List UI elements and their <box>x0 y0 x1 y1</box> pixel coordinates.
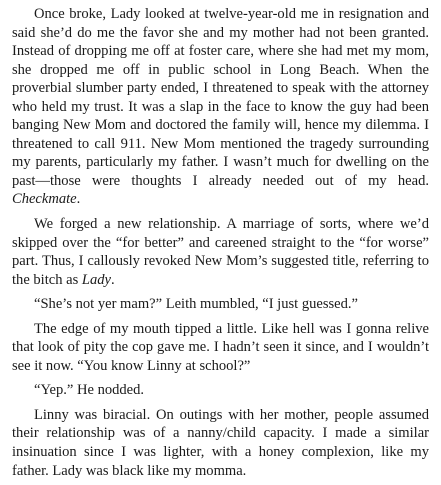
paragraph-4 <box>12 320 429 376</box>
book-page <box>12 5 429 485</box>
paragraph-1-end: . <box>76 191 81 208</box>
paragraph-2 <box>12 215 429 289</box>
paragraph-5-text: “Yep.” He nodded. <box>34 382 145 399</box>
paragraph-1 <box>12 5 429 209</box>
paragraph-4-text: The edge of my mouth tipped a little. Like hell was I gonna relive that look of pity the cop gave me. I hadn’t seen it since, and I wouldn’t see it now. “You know Linny at school?” <box>12 320 429 374</box>
italic-checkmate: Checkmate <box>12 191 77 208</box>
paragraph-5 <box>12 381 429 400</box>
paragraph-3-text: “She’s not yer mam?” Leith mumbled, “I just guessed.” <box>34 296 358 313</box>
paragraph-2-text: We forged a new relationship. A marriage of sorts, where we’d skipped over the “for better” and careened straight to the “for worse” part. Thus, I callously revoked New Mom’s suggested title, referring to the bitch as <box>12 216 429 288</box>
italic-lady: Lady <box>81 271 111 288</box>
paragraph-6 <box>12 406 429 480</box>
paragraph-2-end: . <box>111 271 115 288</box>
paragraph-6-text: Linny was biracial. On outings with her mother, people assumed their relationship was of a nanny/child capacity. I made a similar insinuation since I was lighter, with a honey complexion, like my father. Lady was black like my momma. <box>12 406 429 479</box>
paragraph-1-text: Once broke, Lady looked at twelve-year-old me in resignation and said she’d do me the favor she and my mother had not been granted. Instead of dropping me off at foster care, where she had met my mom, she dropped me off in public school in Long Beach. When the proverbial slumber party ended, I threatened to speak with the attorney who held my trust. It was a slap in the face to know the guy had been banging New Mom and doctored the family will, hence my dilemma. I threatened to call 911. New Mom mentioned the tragedy surrounding my parents, particularly my father. I wasn’t much for dwelling on the past—those were thoughts I already needed out of my head. <box>12 6 429 189</box>
paragraph-3 <box>12 295 429 314</box>
